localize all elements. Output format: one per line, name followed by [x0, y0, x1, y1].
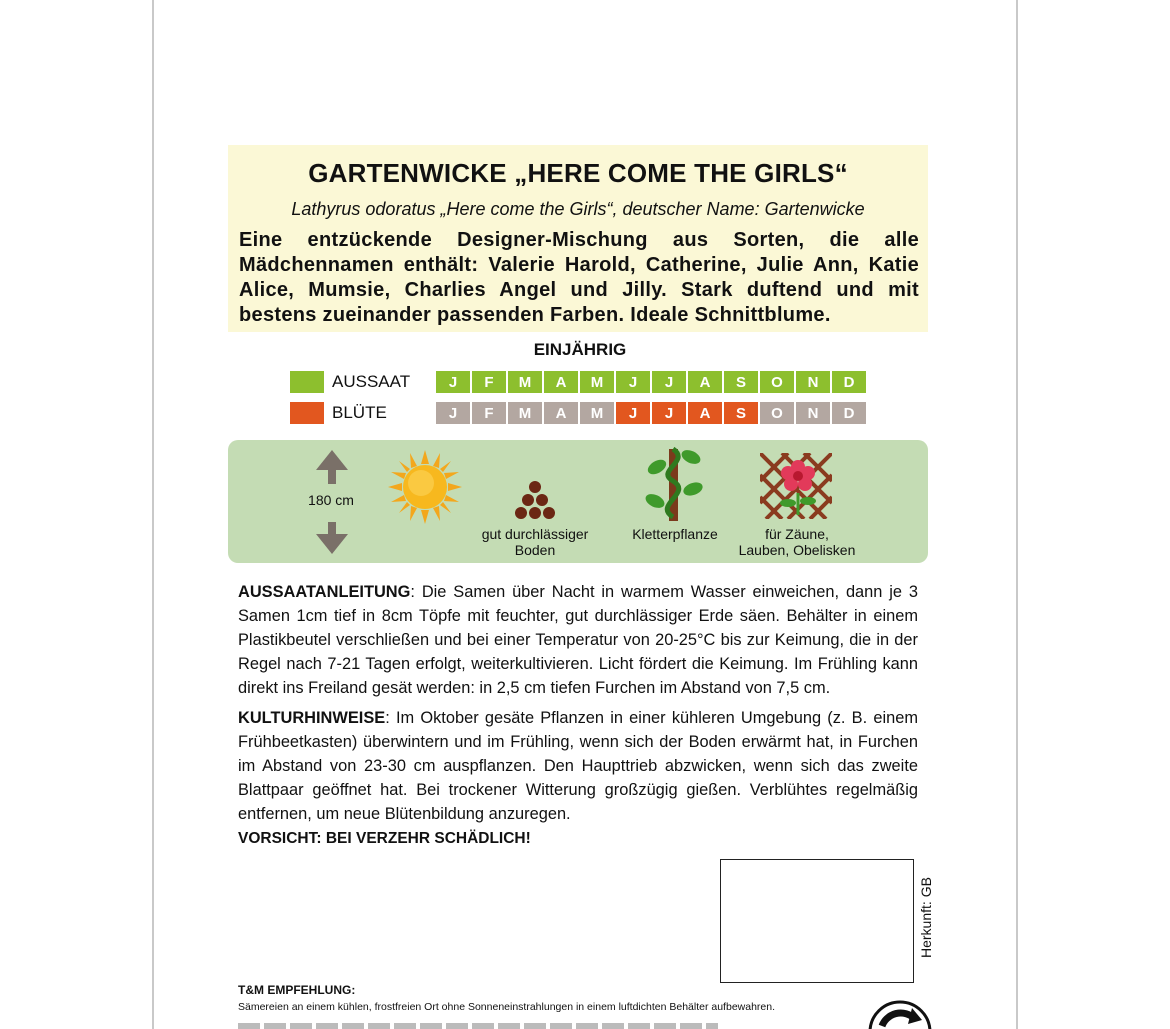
- bloom-month-cell: M: [580, 402, 614, 424]
- sowing-month-cell: M: [580, 371, 614, 393]
- sowing-month-cell: J: [436, 371, 470, 393]
- sowing-instructions: [238, 580, 918, 700]
- bloom-months: [436, 402, 866, 424]
- soil-label-line1: gut durchlässiger: [481, 526, 589, 542]
- product-title: GARTENWICKE „HERE COME THE GIRLS“: [308, 158, 848, 188]
- bloom-month-cell: J: [436, 402, 470, 424]
- sowing-month-cell: D: [832, 371, 866, 393]
- bloom-month-cell: N: [796, 402, 830, 424]
- label-box: [720, 859, 914, 983]
- soil-label: [470, 526, 600, 558]
- recommendation-title: T&M EMPFEHLUNG:: [238, 983, 356, 997]
- culture-notes-title: KULTURHINWEISE: [238, 709, 386, 727]
- culture-notes: [238, 706, 918, 826]
- bloom-month-cell: S: [724, 402, 758, 424]
- warning-text: VORSICHT: BEI VERZEHR SCHÄDLICH!: [238, 830, 531, 847]
- bloom-month-cell: J: [652, 402, 686, 424]
- bloom-month-cell: A: [688, 402, 722, 424]
- sowing-month-cell: A: [544, 371, 578, 393]
- sowing-months: [436, 371, 866, 393]
- bloom-month-cell: M: [508, 402, 542, 424]
- bloom-legend-swatch: [290, 402, 324, 424]
- sowing-month-cell: S: [724, 371, 758, 393]
- sowing-legend-swatch: [290, 371, 324, 393]
- sowing-label: AUSSAAT: [332, 372, 411, 391]
- sowing-month-cell: A: [688, 371, 722, 393]
- bloom-label: BLÜTE: [332, 403, 387, 422]
- bloom-month-cell: J: [616, 402, 650, 424]
- use-label: [728, 526, 866, 558]
- botanical-name: Lathyrus odoratus „Here come the Girls“, deutscher Name: Gartenwicke: [291, 199, 865, 219]
- use-label-line2: Lauben, Obelisken: [738, 542, 856, 558]
- bloom-month-cell: F: [472, 402, 506, 424]
- recycling-logo-icon: [868, 1000, 932, 1029]
- soil-label-line2: Boden: [514, 542, 556, 558]
- climbing-plant-icon: [643, 445, 705, 521]
- bloom-month-cell: O: [760, 402, 794, 424]
- calendar-row-bloom: [290, 402, 866, 424]
- sowing-month-cell: N: [796, 371, 830, 393]
- trellis-flower-icon: [760, 453, 832, 519]
- seeds-icon: [513, 480, 557, 520]
- sowing-month-cell: O: [760, 371, 794, 393]
- recommendation-text: Sämereien an einem kühlen, frostfreien Ort ohne Sonneneinstrahlungen in einem luftdichten Behälter aufbewahren.: [238, 1001, 776, 1013]
- annual-label: EINJÄHRIG: [533, 340, 627, 359]
- sowing-month-cell: M: [508, 371, 542, 393]
- sowing-month-cell: J: [616, 371, 650, 393]
- sowing-instructions-title: AUSSAATANLEITUNG: [238, 583, 411, 601]
- calendar-row-sowing: [290, 371, 866, 393]
- sowing-month-cell: J: [652, 371, 686, 393]
- origin-label: Herkunft: GB: [918, 877, 934, 958]
- bloom-month-cell: D: [832, 402, 866, 424]
- sun-icon: [388, 450, 462, 524]
- bloom-month-cell: A: [544, 402, 578, 424]
- use-label-line1: für Zäune,: [765, 526, 829, 542]
- climber-label: Kletterpflanze: [632, 526, 718, 542]
- sowing-month-cell: F: [472, 371, 506, 393]
- plant-height: 180 cm: [308, 492, 354, 508]
- sowing-instructions-text: : Die Samen über Nacht in warmem Wasser einweichen, dann je 3 Samen 1cm tief in 8cm Töpfe mit feuchter, gut durchlässiger Erde säen. Behälter in einem Plastikbeutel verschließen und bei einer Temperatur von 20-25°C bis zur Keimung, die in der Regel nach 7-21 Tagen erfolgt, weiterkultivieren. Licht fördert die Keimung. Im Frühling kann direkt ins Freiland gesät werden: in 2,5 cm tiefen Furchen im Abstand von 7,5 cm.: [238, 583, 918, 697]
- product-description: Eine entzückende Designer-Mischung aus Sorten, die alle Mädchennamen enthält: Valerie Harold, Catherine, Julie Ann, Katie Alice, Mumsie, Charlies Angel und Jilly. Stark duftend und mit bestens zueinander passenden Farben. Ideale Schnittblume.: [239, 229, 919, 326]
- culture-notes-text: : Im Oktober gesäte Pflanzen in einer kühleren Umgebung (z. B. einem Frühbeetkasten) überwintern und im Frühling, wenn sich der Boden erwärmt hat, in Furchen im Abstand von 23-30 cm auspflanzen. Den Haupttrieb abzwicken, wenn sich das zweite Blattpaar geöffnet hat. Bei trockener Witterung großzügig gießen. Verblühtes regelmäßig entfernen, um neue Blütenbildung anzuregen.: [238, 709, 918, 823]
- cut-off-text-line: [238, 1023, 718, 1029]
